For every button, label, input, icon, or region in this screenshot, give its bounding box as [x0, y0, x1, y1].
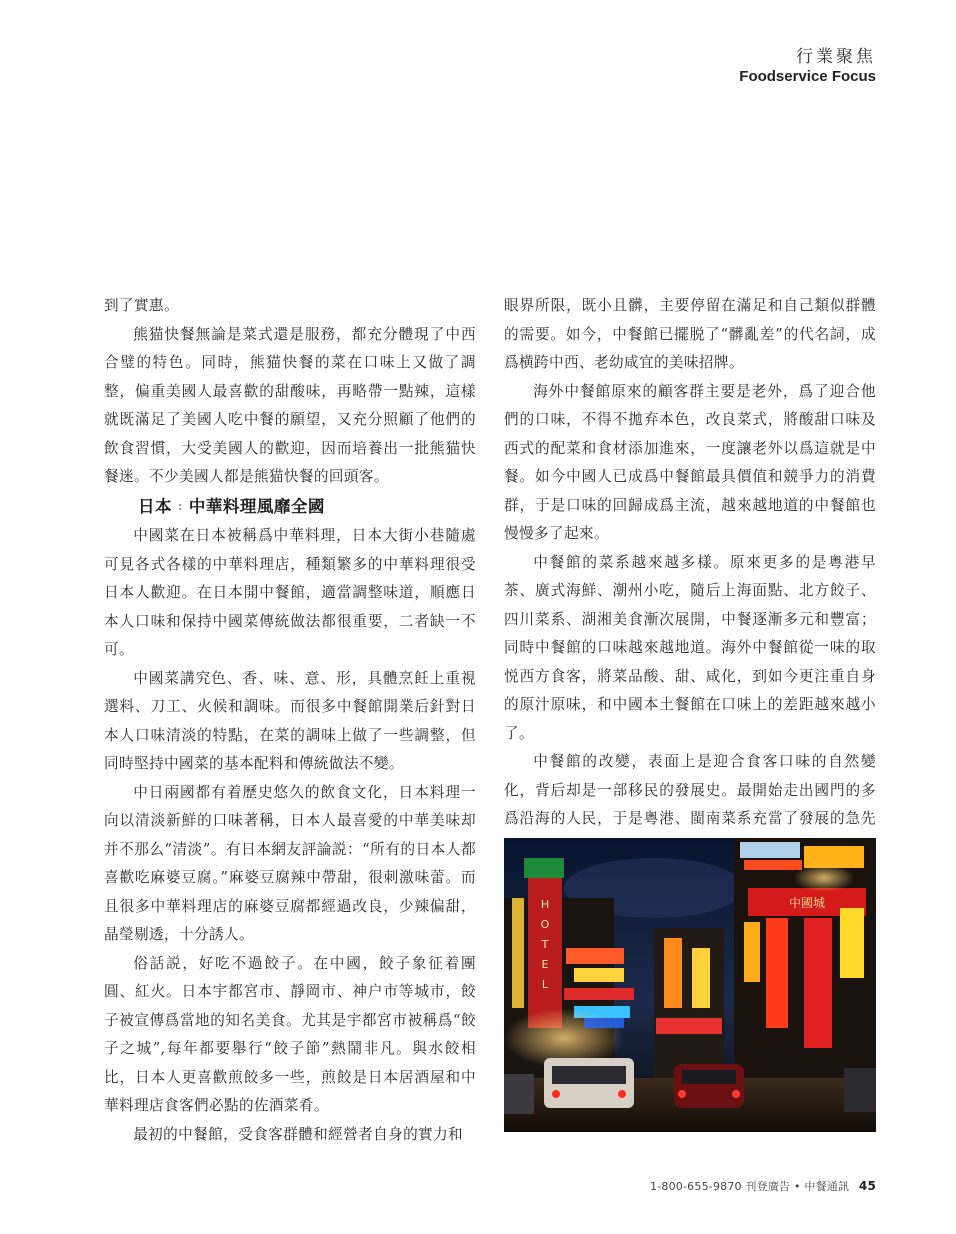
- subheading-country: 日本: [138, 496, 172, 516]
- footer-dot: •: [793, 1180, 801, 1193]
- left-text-column: [104, 292, 476, 1149]
- footer-ads: 刊登廣告: [745, 1180, 791, 1193]
- section-subheading: [104, 492, 476, 523]
- paragraph: 最初的中餐館，受食客群體和經營者自身的實力和: [133, 1125, 464, 1143]
- chinatown-night-photo: [504, 838, 876, 1132]
- paragraph: 海外中餐館原來的顧客群主要是老外，爲了迎合他們的口味，不得不拋弃本色，改良菜式，將酸甜口味及西式的配菜和食材添加進來，一度讓老外以爲這就是中餐。如今中國人已成爲中餐館最具價值和競爭力的消費群，于是口味的回歸成爲主流，越來越地道的中餐館也慢慢多了起來。: [504, 382, 876, 542]
- paragraph: 熊猫快餐無論是菜式還是服務，都充分體現了中西合璧的特色。同時，熊猫快餐的菜在口味上又做了調整，偏重美國人最喜歡的甜酸味，再略帶一點辣，這樣就既滿足了美國人吃中餐的願望，又充分照顧了他們的飲食習慣，大受美國人的歡迎，因而培養出一批熊猫快餐迷。不少美國人都是熊猫快餐的回頭客。: [104, 325, 476, 485]
- green-roof: [524, 858, 564, 878]
- svg-text:中國城: 中國城: [788, 896, 826, 910]
- paragraph: 中國菜在日本被稱爲中華料理，日本大街小巷隨處可見各式各樣的中華料理店，種類繁多的中華料理很受日本人歡迎。在日本開中餐館，適當調整味道，順應日本人口味和保持中國菜傳統做法都很重要，二者缺一不可。: [104, 527, 476, 658]
- page-number: 45: [858, 1179, 876, 1193]
- section-title-english: Foodservice Focus: [739, 68, 876, 85]
- footer-publication: 中餐通訊: [804, 1180, 850, 1193]
- subheading-title: 中華料理風靡全國: [188, 496, 325, 516]
- page-footer: [650, 1178, 876, 1194]
- paragraph: 中國菜講究色、香、味、意、形，具體烹飪上重視選料、刀工、火候和調味。而很多中餐館開業后針對日本人口味清淡的特點，在菜的調味上做了一些調整，但同時堅持中國菜的基本配料和傳統做法不變。: [104, 669, 476, 772]
- svg-text:L: L: [541, 978, 549, 991]
- section-title-chinese: 行業聚焦: [796, 47, 876, 67]
- paragraph: 俗話説，好吃不過餃子。在中國，餃子象征着團圓、紅火。日本宇都宮市、靜岡市、神户市等城市，餃子被宣傳爲當地的知名美食。尤其是宇都宮市被稱爲“餃子之城”,每年都要舉行“餃子節”熱鬧非凡。與水餃相比，日本人更喜歡煎餃多一些，煎餃是日本居酒屋和中華料理店食客們必點的佐酒菜肴。: [104, 954, 476, 1114]
- hotel-sign-text: H: [540, 898, 550, 911]
- svg-text:E: E: [541, 958, 549, 971]
- paragraph: 眼界所限，既小且髒，主要停留在滿足和自己類似群體的需要。如今，中餐館已擺脱了“髒亂差”的代名詞，成爲横跨中西、老幼咸宜的美味招牌。: [504, 297, 876, 371]
- svg-text:O: O: [540, 918, 550, 931]
- page-header: [739, 46, 876, 86]
- paragraph: 到了實惠。: [104, 297, 179, 314]
- right-text-column: [504, 292, 876, 891]
- separator-dot: :: [178, 500, 183, 513]
- footer-phone: 1-800-655-9870: [650, 1180, 742, 1193]
- paragraph: 中餐館的改變，表面上是迎合食客口味的自然變化，背后却是一部移民的發展史。最開始走出國門的多爲沿海的人民，于是粵港、閩南菜系充當了發展的急先: [504, 753, 876, 827]
- svg-text:T: T: [541, 938, 549, 951]
- paragraph: 中日兩國都有着歷史悠久的飲食文化，日本料理一向以清淡新鮮的口味著稱，日本人最喜愛的中華美味却并不那么“清淡”。有日本網友評論説：“所有的日本人都喜歡吃麻婆豆腐。”麻婆豆腐辣中帶甜，很刺激味蕾。而且很多中華料理店的麻婆豆腐都經過改良，少辣偏甜，晶瑩剔透，十分誘人。: [104, 783, 476, 943]
- photo-illustration: [504, 838, 876, 1132]
- paragraph: 中餐館的菜系越來越多樣。原來更多的是粵港早茶、廣式海鮮、潮州小吃，隨后上海面點、北方餃子、四川菜系、湖湘美食漸次展開，中餐逐漸多元和豐富；同時中餐館的口味越來越地道。海外中餐館從一味的取悦西方食客，將菜品酸、甜、咸化，到如今更注重自身的原汁原味，和中國本土餐館在口味上的差距越來越小了。: [504, 553, 876, 742]
